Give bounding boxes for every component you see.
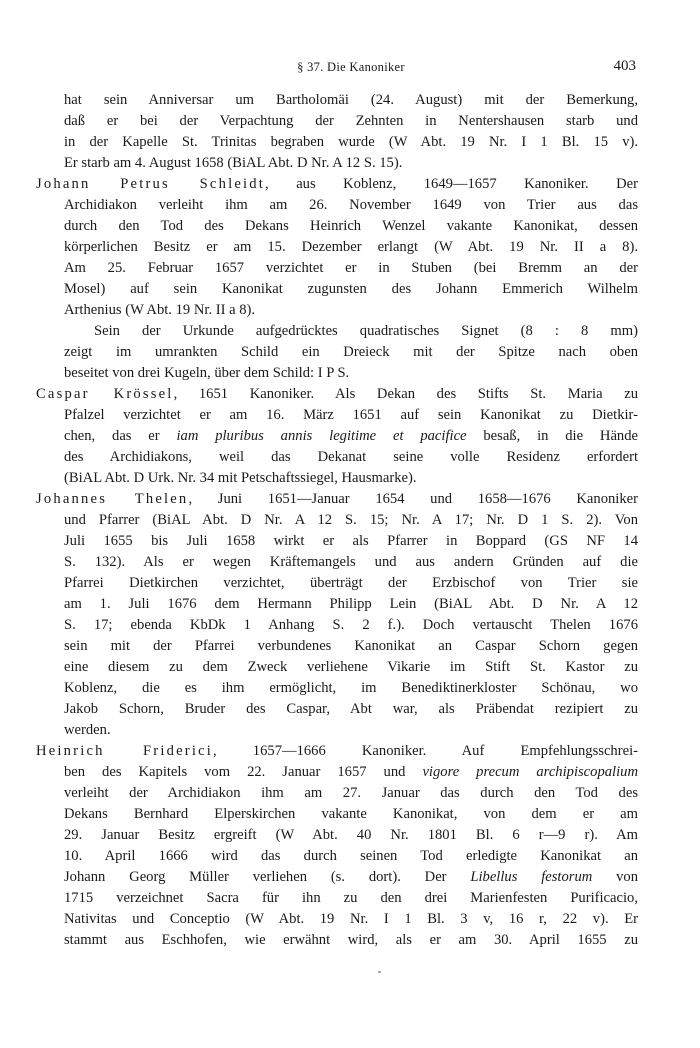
text-line (36, 111, 638, 132)
text-segment: sein mit der Pfarrei verbundenes Kanonikat an Caspar Schorn gegen (64, 638, 638, 654)
latin-quote: vigore precum archipiscopalium (422, 764, 638, 780)
text-line (36, 510, 638, 531)
text-segment: Juli 1655 bis Juli 1658 wirkt er als Pfarrer in Boppard (GS NF 14 (64, 533, 638, 549)
text-line (36, 195, 638, 216)
text-segment: besaß, in die Hände (466, 428, 638, 444)
text-segment: beseitet von drei Kugeln, über dem Schild: I P S. (64, 365, 350, 381)
text-line (36, 384, 638, 405)
text-segment: Nativitas und Conceptio (W Abt. 19 Nr. I 1 Bl. 3 v, 16 r, 22 v). Er (64, 911, 638, 927)
text-segment: körperlichen Besitz er am 15. Dezember erlangt (W Abt. 19 Nr. II a 8). (64, 239, 638, 255)
text-segment: S. 132). Als er wegen Kräftemangels und aus andern Gründen auf die (64, 554, 638, 570)
text-line (36, 552, 638, 573)
text-line (36, 531, 638, 552)
ink-speck (378, 971, 381, 973)
text-line (36, 321, 638, 342)
text-line (36, 678, 638, 699)
page-header (64, 58, 638, 80)
text-segment: Sein der Urkunde aufgedrücktes quadratisches Signet (8 : 8 mm) (94, 323, 638, 339)
text-line (36, 741, 638, 762)
body-text (36, 90, 638, 951)
text-segment: 10. April 1666 wird das durch seinen Tod erledigte Kanonikat an (64, 848, 638, 864)
text-segment: , aus Koblenz, 1649—1657 Kanoniker. Der (265, 176, 638, 192)
text-segment: daß er bei der Verpachtung der Zehnten in Nentershausen starb und (64, 113, 638, 129)
text-line (36, 867, 638, 888)
text-segment: , Juni 1651—Januar 1654 und 1658—1676 Kanoniker (188, 491, 638, 507)
text-line (36, 258, 638, 279)
latin-quote: Libellus festorum (470, 869, 593, 885)
text-line (36, 825, 638, 846)
text-line (36, 657, 638, 678)
text-line (36, 888, 638, 909)
text-line (36, 237, 638, 258)
text-line (36, 615, 638, 636)
text-segment: Pfalzel verzichtet er am 16. März 1651 auf sein Kanonikat zu Dietkir- (64, 407, 638, 423)
text-segment: Er starb am 4. August 1658 (BiAL Abt. D Nr. A 12 S. 15). (64, 155, 403, 171)
text-line (36, 762, 638, 783)
text-line (36, 342, 638, 363)
text-line (36, 489, 638, 510)
text-segment: werden. (64, 722, 111, 738)
text-segment: chen, das er (64, 428, 177, 444)
text-segment: , 1651 Kanoniker. Als Dekan des Stifts St. Maria zu (173, 386, 638, 402)
text-segment: ben des Kapitels vom 22. Januar 1657 und (64, 764, 423, 780)
text-segment: und Pfarrer (BiAL Abt. D Nr. A 12 S. 15; Nr. A 17; Nr. D 1 S. 2). Von (64, 512, 638, 528)
entry-name: Caspar Krössel (36, 386, 174, 402)
text-segment: Am 25. Februar 1657 verzichtet er in Stuben (bei Bremm an der (64, 260, 638, 276)
text-line (36, 783, 638, 804)
text-segment: , 1657—1666 Kanoniker. Auf Empfehlungsschrei- (213, 743, 638, 759)
text-line (36, 468, 638, 489)
text-line (36, 846, 638, 867)
entry-name: Heinrich Friderici (36, 743, 214, 759)
text-segment: durch den Tod des Dekans Heinrich Wenzel vakante Kanonikat, dessen (64, 218, 638, 234)
text-line (36, 300, 638, 321)
text-segment: Jakob Schorn, Bruder des Caspar, Abt war, als Präbendat rezipiert zu (64, 701, 638, 717)
text-line (36, 594, 638, 615)
text-segment: stammt aus Eschhofen, wie erwähnt wird, als er am 30. April 1655 zu (64, 932, 638, 948)
text-segment: (BiAL Abt. D Urk. Nr. 34 mit Petschaftssiegel, Hausmarke). (64, 470, 417, 486)
running-title: § 37. Die Kanoniker (297, 60, 405, 74)
text-line (36, 636, 638, 657)
text-segment: des Archidiakons, weil das Dekanat seine volle Residenz erfordert (64, 449, 638, 465)
text-line (36, 930, 638, 951)
text-segment: verleiht der Archidiakon ihm am 27. Januar das durch den Tod des (64, 785, 638, 801)
text-segment: Koblenz, die es ihm ermöglicht, im Benediktinerkloster Schönau, wo (64, 680, 638, 696)
text-line (36, 909, 638, 930)
page-number: 403 (613, 58, 636, 74)
text-line (36, 216, 638, 237)
text-line (36, 447, 638, 468)
text-line (36, 405, 638, 426)
text-segment: 1715 verzeichnet Sacra für ihn zu den drei Marienfesten Purificacio, (64, 890, 638, 906)
text-segment: Mosel) auf sein Kanonikat zugunsten des Johann Emmerich Wilhelm (64, 281, 638, 297)
text-segment: eine diesem zu dem Zweck verliehene Vikarie im Stift St. Kastor zu (64, 659, 638, 675)
text-line (36, 699, 638, 720)
text-line (36, 573, 638, 594)
entry-name: Johannes Thelen (36, 491, 189, 507)
text-line (36, 279, 638, 300)
text-segment: Archidiakon verleiht ihm am 26. November 1649 von Trier aus das (64, 197, 638, 213)
text-line (36, 363, 638, 384)
text-line (36, 90, 638, 111)
text-segment: Pfarrei Dietkirchen verzichtet, überträgt der Erzbischof von Trier sie (64, 575, 638, 591)
text-segment: Dekans Bernhard Elperskirchen vakante Kanonikat, von dem er am (64, 806, 638, 822)
text-segment: S. 17; ebenda KbDk 1 Anhang S. 2 f.). Doch vertauscht Thelen 1676 (64, 617, 638, 633)
latin-quote: iam pluribus annis legitime et pacifice (176, 428, 467, 444)
text-line (36, 153, 638, 174)
text-segment: in der Kapelle St. Trinitas begraben wurde (W Abt. 19 Nr. I 1 Bl. 15 v). (64, 134, 638, 150)
text-segment: 29. Januar Besitz ergreift (W Abt. 40 Nr. 1801 Bl. 6 r—9 r). Am (64, 827, 638, 843)
text-line (36, 804, 638, 825)
text-line (36, 174, 638, 195)
text-segment: zeigt im umrankten Schild ein Dreieck mit der Spitze nach oben (64, 344, 638, 360)
text-segment: am 1. Juli 1676 dem Hermann Philipp Lein (BiAL Abt. D Nr. A 12 (64, 596, 638, 612)
text-segment: Arthenius (W Abt. 19 Nr. II a 8). (64, 302, 256, 318)
entry-name: Johann Petrus Schleidt (36, 176, 266, 192)
text-segment: hat sein Anniversar um Bartholomäi (24. August) mit der Bemerkung, (64, 92, 638, 108)
text-line (36, 132, 638, 153)
text-segment: von (592, 869, 638, 885)
text-line (36, 720, 638, 741)
text-segment: Johann Georg Müller verliehen (s. dort). Der (64, 869, 471, 885)
text-line (36, 426, 638, 447)
